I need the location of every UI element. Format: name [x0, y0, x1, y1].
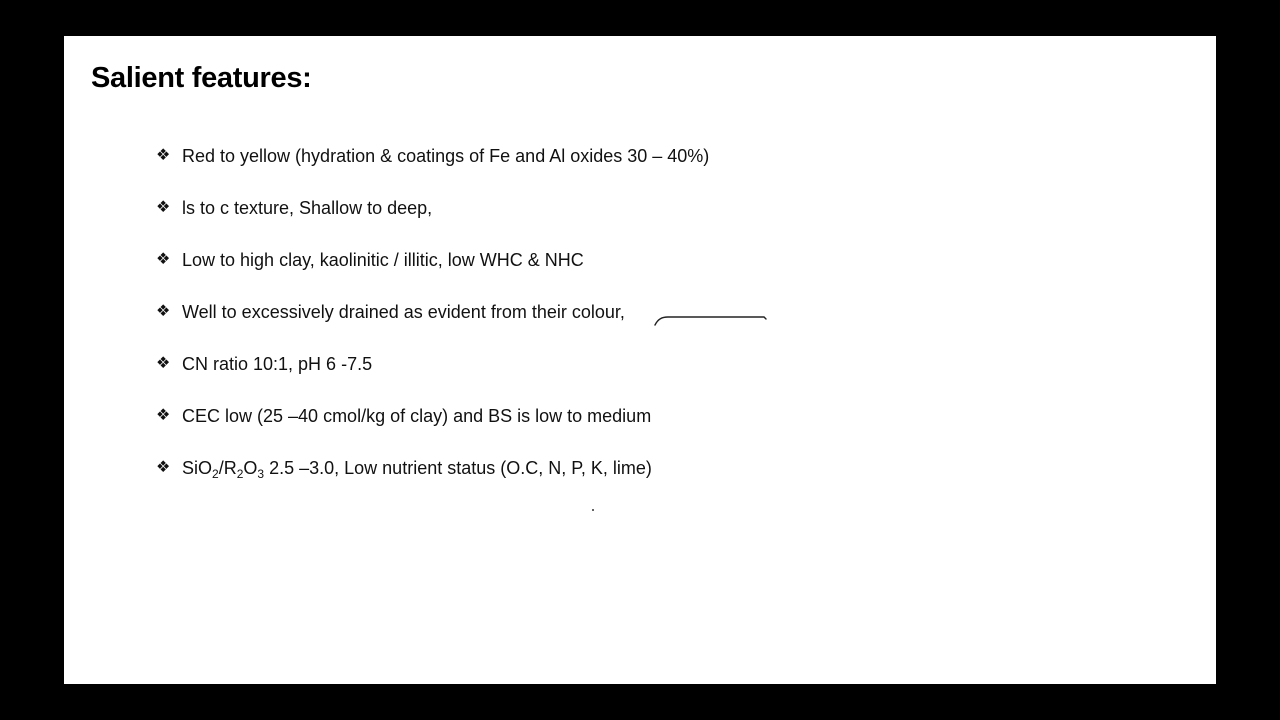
list-item: [156, 196, 709, 248]
diamond-bullet-icon: ❖: [156, 355, 171, 372]
diamond-bullet-icon: ❖: [156, 147, 171, 164]
diamond-bullet-icon: ❖: [156, 459, 171, 476]
bullet-text: Well to excessively drained as evident from their colour,: [182, 302, 625, 322]
list-item: [156, 300, 709, 352]
bullet-text: CN ratio 10:1, pH 6 -7.5: [182, 354, 373, 374]
bullet-text: CEC low (25 –40 cmol/kg of clay) and BS is low to medium: [182, 406, 652, 426]
handwritten-underline: [654, 313, 770, 327]
bullet-text: Red to yellow (hydration & coatings of Fe and Al oxides 30 – 40%): [182, 146, 710, 166]
stray-mark: [592, 509, 594, 511]
list-item: [156, 144, 709, 196]
list-item: [156, 248, 709, 300]
list-item: [156, 404, 709, 456]
list-item: [156, 456, 709, 508]
slide: [64, 36, 1216, 684]
formula-o: O: [243, 458, 258, 478]
diamond-bullet-icon: ❖: [156, 199, 171, 216]
formula-r: /R: [218, 458, 237, 478]
list-item: [156, 352, 709, 404]
formula-sio: SiO: [182, 458, 213, 478]
diamond-bullet-icon: ❖: [156, 251, 171, 268]
bullet-text: ls to c texture, Shallow to deep,: [182, 198, 433, 218]
slide-title: Salient features:: [91, 62, 312, 94]
bullet-list: [156, 144, 709, 508]
bullet-text-rest: 2.5 –3.0, Low nutrient status (O.C, N, P, K, lime): [264, 458, 652, 478]
formula-subscript: 2: [236, 467, 244, 481]
bullet-text: Low to high clay, kaolinitic / illitic, low WHC & NHC: [182, 250, 584, 270]
formula-subscript: 2: [212, 467, 219, 481]
bullet-text: [182, 456, 652, 480]
diamond-bullet-icon: ❖: [156, 407, 171, 424]
formula-subscript: 3: [257, 467, 265, 481]
diamond-bullet-icon: ❖: [156, 303, 171, 320]
